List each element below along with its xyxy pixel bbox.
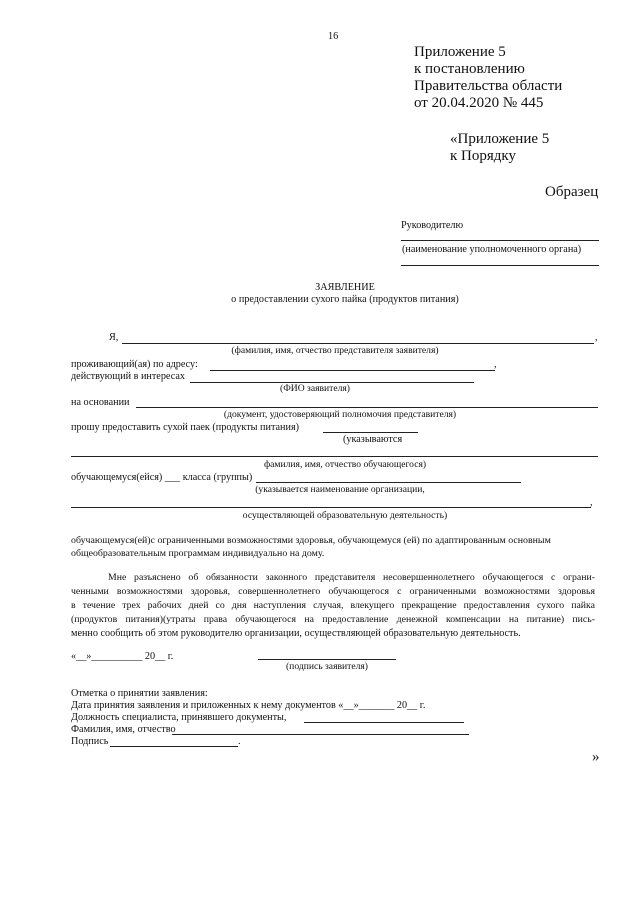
- line-class: [256, 482, 521, 483]
- header-line: от 20.04.2020 № 445: [414, 95, 544, 111]
- document-title: ЗАЯВЛЕНИЕ: [315, 282, 375, 293]
- caption-applicant: (ФИО заявителя): [280, 383, 350, 394]
- student-line: общеобразовательным программам индивидуально на дому.: [71, 548, 325, 559]
- caption-student: фамилия, имя, отчество обучающегося): [263, 459, 427, 470]
- caption-organization-2: осуществляющей образовательную деятельность): [242, 510, 448, 521]
- caption-request: (указываются: [343, 434, 403, 445]
- comma: ,: [595, 332, 598, 343]
- acceptance-title: Отметка о принятии заявления:: [71, 688, 208, 699]
- acceptance-name: Фамилия, имя, отчество: [71, 724, 176, 735]
- signature-date: «__»__________ 20__ г.: [71, 651, 174, 662]
- document-subtitle: о предоставлении сухого пайка (продуктов питания): [231, 294, 459, 305]
- header-line: Правительства области: [414, 78, 563, 94]
- caption-signature: (подпись заявителя): [285, 661, 368, 672]
- line-signature: [258, 659, 396, 660]
- addressee-line: [401, 240, 599, 241]
- caption-organization: (указывается наименование организации,: [255, 484, 425, 495]
- notice-line: ченными возможностями здоровья, совершеннолетнего обучающегося с ограниченными возможностями здоровья: [71, 586, 595, 597]
- caption-representative: (фамилия, имя, отчество представителя заявителя): [231, 345, 439, 356]
- acceptance-sign: Подпись: [71, 736, 109, 747]
- line-name: [172, 734, 469, 735]
- student-line: обучающемуся(ей)с ограниченными возможностями здоровья, обучающемуся (ей) по адаптированным основным: [71, 535, 551, 546]
- period: .: [238, 736, 241, 747]
- notice-line: (продуктов питания)(утраты права обучающегося на предоставление денежной компенсации на питание) пись-: [71, 614, 595, 625]
- addressee-line-2: [401, 265, 599, 266]
- label-residing: проживающий(ая) по адресу:: [71, 359, 198, 370]
- closing-mark: »: [592, 749, 600, 765]
- addressee-caption: (наименование уполномоченного органа): [402, 244, 582, 255]
- acceptance-position: Должность специалиста, принявшего документы,: [71, 712, 287, 723]
- acceptance-date: Дата принятия заявления и приложенных к нему документов «__»_______ 20__ г.: [71, 700, 426, 711]
- line-address: [210, 370, 495, 371]
- appendix-line: «Приложение 5: [450, 131, 550, 147]
- sample-label: Образец: [545, 184, 599, 200]
- label-basis: на основании: [71, 397, 130, 408]
- label-request: прошу предоставить сухой паек (продукты питания): [71, 422, 300, 433]
- notice-line: в течение трех рабочих дней со дня наступления случая, влекущего прекращение предоставления сухого пайка: [71, 600, 595, 611]
- label-i: Я,: [109, 332, 119, 343]
- header-line: Приложение 5: [414, 44, 506, 60]
- notice-line: Мне разъяснено об обязанности законного представителя несовершеннолетнего обучающегося с ограни-: [108, 572, 595, 583]
- line-representative-name: [122, 343, 594, 344]
- page-number: 16: [328, 31, 339, 42]
- line-basis: [136, 407, 598, 408]
- label-acting: действующий в интересах: [71, 371, 185, 382]
- line-position: [304, 722, 464, 723]
- comma: ,: [590, 497, 593, 508]
- notice-line: менно сообщить об этом руководителю организации, осуществляющей образовательную деятельность.: [71, 628, 521, 639]
- line-organization: [71, 507, 591, 508]
- appendix-line: к Порядку: [450, 148, 516, 164]
- header-line: к постановлению: [414, 61, 525, 77]
- line-sign: [110, 746, 238, 747]
- addressee-to: Руководителю: [401, 220, 464, 231]
- caption-basis: (документ, удостоверяющий полномочия представителя): [223, 409, 457, 420]
- line-student-name: [71, 456, 598, 457]
- label-student-class: обучающемуся(ейся) ___ класса (группы): [71, 472, 253, 483]
- comma: ,: [494, 359, 497, 370]
